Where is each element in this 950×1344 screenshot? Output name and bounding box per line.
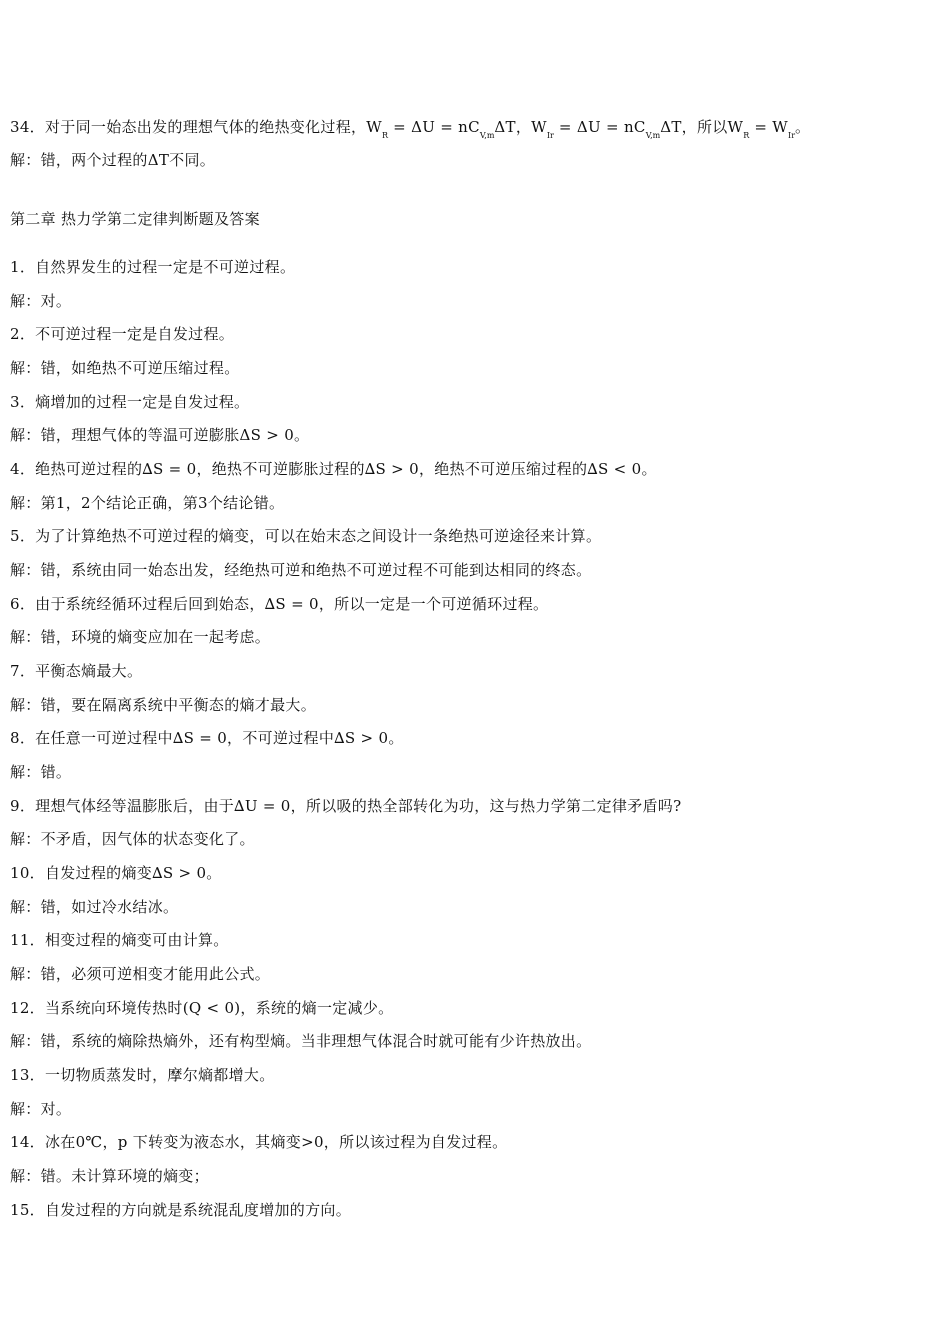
question-1: 1．自然界发生的过程一定是不可逆过程。 (10, 258, 296, 276)
question-text: ΔT，W (494, 118, 547, 136)
question-text: 。 (795, 118, 811, 136)
answer-5: 解：错，系统由同一始态出发，经绝热可逆和绝热不可逆过程不可能到达相同的终态。 (10, 561, 592, 579)
question-text: = ΔU = nC (553, 118, 646, 136)
question-number: 34． (10, 118, 45, 136)
question-15: 15．自发过程的方向就是系统混乱度增加的方向。 (10, 1201, 351, 1219)
subscript: V,m (479, 131, 495, 140)
answer-9: 解：不矛盾，因气体的状态变化了。 (10, 830, 255, 848)
answer-3: 解：错，理想气体的等温可逆膨胀ΔS > 0。 (10, 426, 310, 444)
question-5: 5．为了计算绝热不可逆过程的熵变，可以在始末态之间设计一条绝热可逆途径来计算。 (10, 527, 602, 545)
answer-14: 解：错。未计算环境的熵变； (10, 1167, 209, 1185)
subscript: R (382, 131, 389, 140)
answer-13: 解：对。 (10, 1100, 72, 1118)
answer-4: 解：第1，2个结论正确，第3个结论错。 (10, 494, 285, 512)
question-10: 10．自发过程的熵变∆S > 0。 (10, 864, 222, 882)
subscript: Ir (546, 131, 554, 140)
answer-6: 解：错，环境的熵变应加在一起考虑。 (10, 628, 271, 646)
question-11: 11．相变过程的熵变可由计算。 (10, 931, 229, 949)
question-8: 8．在任意一可逆过程中∆S = 0，不可逆过程中∆S > 0。 (10, 729, 404, 747)
question-14: 14．冰在0℃，p 下转变为液态水，其熵变>0，所以该过程为自发过程。 (10, 1133, 508, 1151)
answer-1: 解：对。 (10, 292, 72, 310)
question-3: 3．熵增加的过程一定是自发过程。 (10, 393, 250, 411)
subscript: Ir (788, 131, 796, 140)
question-text: = W (749, 118, 789, 136)
answer-34: 解：错，两个过程的ΔT不同。 (10, 151, 216, 169)
question-9: 9．理想气体经等温膨胀后，由于∆U = 0，所以吸的热全部转化为功，这与热力学第二定律矛盾吗? (10, 797, 682, 815)
question-4: 4．绝热可逆过程的∆S = 0，绝热不可逆膨胀过程的∆S > 0，绝热不可逆压缩过程的∆S < 0。 (10, 460, 657, 478)
answer-2: 解：错，如绝热不可逆压缩过程。 (10, 359, 240, 377)
question-34 (10, 117, 810, 140)
question-13: 13．一切物质蒸发时，摩尔熵都增大。 (10, 1066, 275, 1084)
question-12: 12．当系统向环境传热时(Q < 0)，系统的熵一定减少。 (10, 999, 394, 1017)
question-7: 7．平衡态熵最大。 (10, 662, 143, 680)
answer-8: 解：错。 (10, 763, 72, 781)
question-text: ΔT，所以W (660, 118, 744, 136)
answer-7: 解：错，要在隔离系统中平衡态的熵才最大。 (10, 696, 317, 714)
question-2: 2．不可逆过程一定是自发过程。 (10, 325, 235, 343)
answer-11: 解：错，必须可逆相变才能用此公式。 (10, 965, 271, 983)
answer-10: 解：错，如过冷水结冰。 (10, 898, 179, 916)
question-6: 6．由于系统经循环过程后回到始态，∆S = 0，所以一定是一个可逆循环过程。 (10, 595, 549, 613)
chapter-title: 第二章 热力学第二定律判断题及答案 (10, 210, 260, 228)
answer-12: 解：错，系统的熵除热熵外，还有构型熵。当非理想气体混合时就可能有少许热放出。 (10, 1032, 592, 1050)
question-text: = ΔU = nC (388, 118, 480, 136)
subscript: R (743, 131, 750, 140)
question-text: 对于同一始态出发的理想气体的绝热变化过程，W (45, 118, 383, 136)
subscript: V,m (645, 131, 661, 140)
